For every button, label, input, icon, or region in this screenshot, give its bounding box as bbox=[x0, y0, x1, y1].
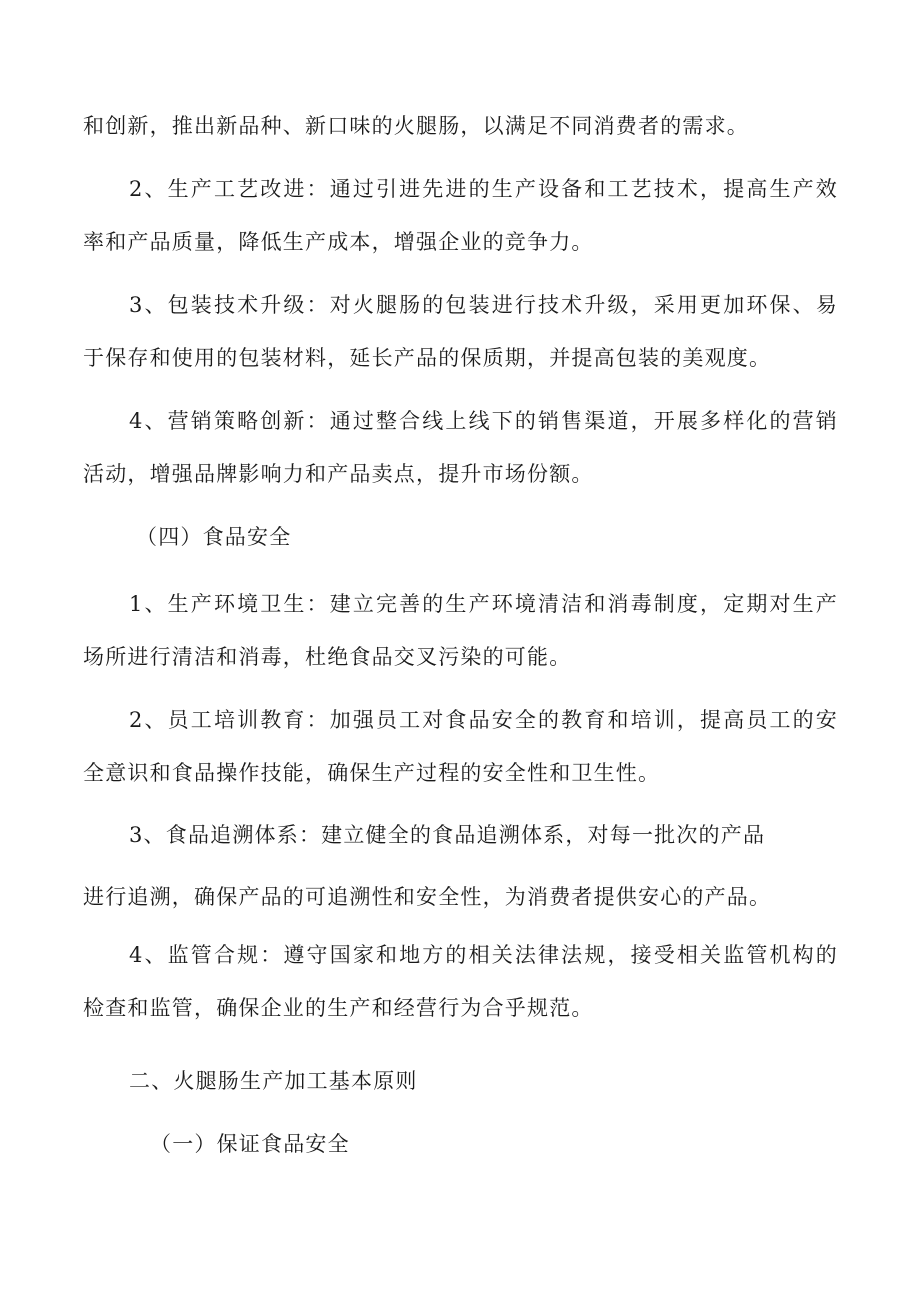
paragraph-line: 2、员工培训教育：加强员工对食品安全的教育和培训，提高员工的安 bbox=[129, 708, 838, 732]
paragraph-line: 4、营销策略创新：通过整合线上线下的销售渠道，开展多样化的营销 bbox=[129, 409, 838, 433]
paragraph-line: 和创新，推出新品种、新口味的火腿肠，以满足不同消费者的需求。 bbox=[83, 114, 749, 138]
paragraph-line: 全意识和食品操作技能，确保生产过程的安全性和卫生性。 bbox=[83, 761, 661, 785]
paragraph-line: 2、生产工艺改进：通过引进先进的生产设备和工艺技术，提高生产效 bbox=[129, 177, 838, 201]
paragraph-line: 活动，增强品牌影响力和产品卖点，提升市场份额。 bbox=[83, 462, 594, 486]
paragraph-line: 场所进行清洁和消毒，杜绝食品交叉污染的可能。 bbox=[83, 645, 572, 669]
section-heading: （四）食品安全 bbox=[136, 525, 292, 549]
section-heading: （一）保证食品安全 bbox=[150, 1132, 350, 1156]
chapter-heading: 二、火腿肠生产加工基本原则 bbox=[129, 1069, 418, 1093]
paragraph-line: 率和产品质量，降低生产成本，增强企业的竞争力。 bbox=[83, 230, 594, 254]
paragraph-line: 检查和监管，确保企业的生产和经营行为合乎规范。 bbox=[83, 996, 594, 1020]
paragraph-line: 1、生产环境卫生：建立完善的生产环境清洁和消毒制度，定期对生产 bbox=[129, 592, 838, 616]
paragraph-line: 4、监管合规：遵守国家和地方的相关法律法规，接受相关监管机构的 bbox=[129, 943, 838, 967]
paragraph-line: 进行追溯，确保产品的可追溯性和安全性，为消费者提供安心的产品。 bbox=[83, 885, 772, 909]
paragraph-line: 3、包装技术升级：对火腿肠的包装进行技术升级，采用更加环保、易 bbox=[129, 293, 838, 317]
paragraph-line: 于保存和使用的包装材料，延长产品的保质期，并提高包装的美观度。 bbox=[83, 346, 772, 370]
paragraph-line: 3、食品追溯体系：建立健全的食品追溯体系，对每一批次的产品 bbox=[129, 823, 766, 847]
